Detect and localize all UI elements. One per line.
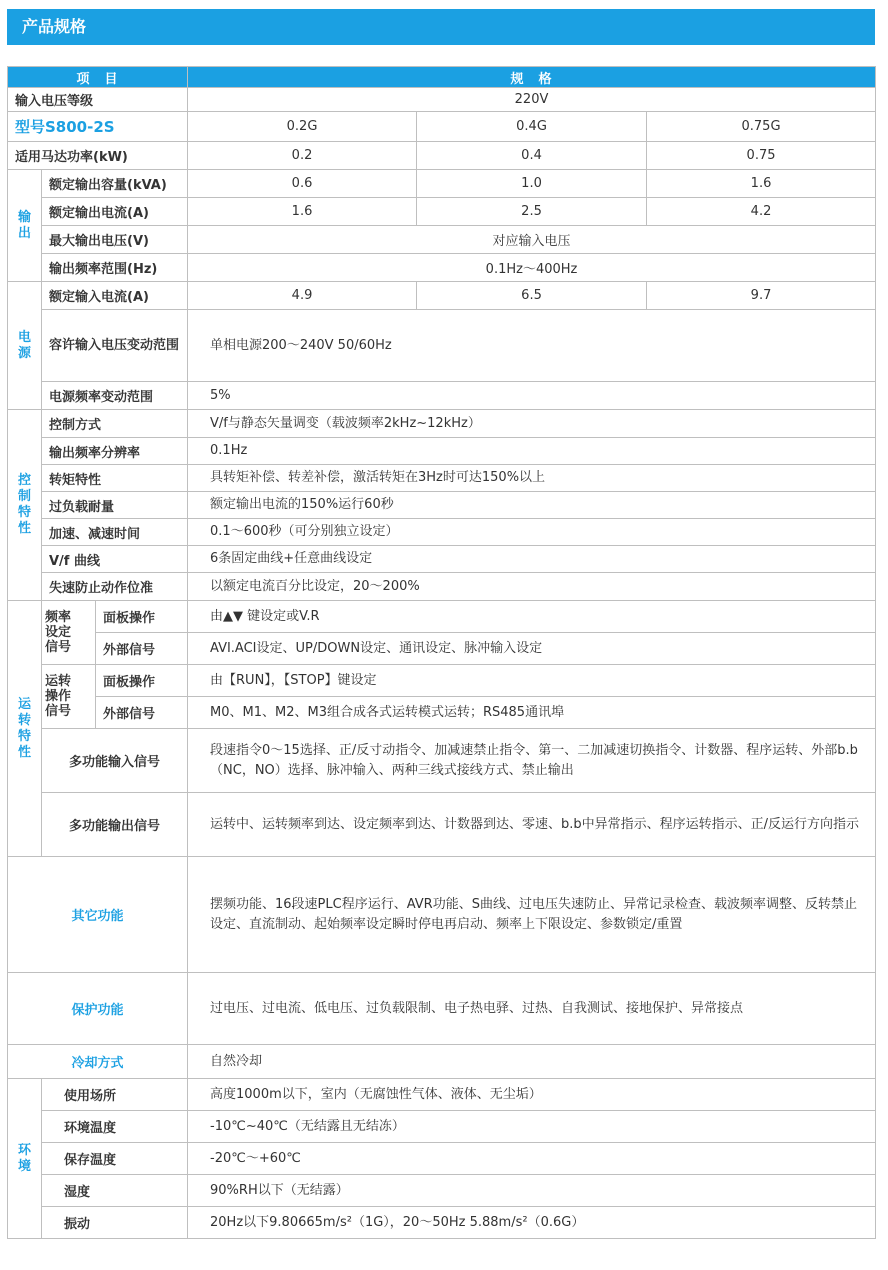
table-row	[8, 310, 876, 382]
row-label: 额定输出容量(kVA)	[42, 170, 188, 198]
row-value: 具转矩补偿、转差补偿，激活转矩在3Hz时可达150%以上	[188, 465, 876, 492]
row-value: 摆频功能、16段速PLC程序运行、AVR功能、S曲线、过电压失速防止、异常记录检查、载波频率调整、反转禁止设定、直流制动、起始频率设定瞬时停电再启动、频率上下限设定、参数锁定/重置	[188, 857, 876, 973]
row-label: 输出频率分辨率	[42, 438, 188, 465]
group-output: 输 出	[8, 170, 42, 282]
table-row	[8, 465, 876, 492]
table-row	[8, 282, 876, 310]
row-label: 保存温度	[42, 1143, 188, 1175]
row-value: 运转中、运转频率到达、设定频率到达、计数器到达、零速、b.b中异常指示、程序运转指示、正/反运行方向指示	[188, 793, 876, 857]
table-row	[8, 1045, 876, 1079]
row-label: 失速防止动作位准	[42, 573, 188, 601]
row-value: AVI.ACI设定、UP/DOWN设定、通讯设定、脉冲输入设定	[188, 633, 876, 665]
row-label: 外部信号	[96, 633, 188, 665]
table-row	[8, 633, 876, 665]
row-value: 0.75	[647, 142, 876, 170]
row-label: V/f 曲线	[42, 546, 188, 573]
row-label: 外部信号	[96, 697, 188, 729]
group-control: 控 制 特 性	[8, 410, 42, 601]
row-value: -20℃～+60℃	[188, 1143, 876, 1175]
row-value: 6条固定曲线+任意曲线设定	[188, 546, 876, 573]
table-row	[8, 410, 876, 438]
row-value: 0.2	[188, 142, 417, 170]
row-value: 0.1Hz～400Hz	[188, 254, 876, 282]
row-label: 额定输出电流(A)	[42, 198, 188, 226]
header-item: 项 目	[8, 67, 188, 88]
row-label: 控制方式	[42, 410, 188, 438]
row-value: 4.9	[188, 282, 417, 310]
group-environment: 环 境	[8, 1079, 42, 1239]
row-value: 由▲▼ 键设定或V.R	[188, 601, 876, 633]
table-row	[8, 1143, 876, 1175]
row-label: 输入电压等级	[8, 88, 188, 112]
row-value: -10℃~40℃（无结露且无结冻）	[188, 1111, 876, 1143]
row-value: 220V	[188, 88, 876, 112]
header-spec: 规 格	[188, 67, 876, 88]
row-value: 2.5	[417, 198, 647, 226]
row-label: 容许输入电压变动范围	[42, 310, 188, 382]
row-value: 0.1Hz	[188, 438, 876, 465]
run-signal-label: 运转 操作 信号	[42, 665, 96, 729]
row-value: 0.1～600秒（可分别独立设定）	[188, 519, 876, 546]
row-label: 多功能输出信号	[42, 793, 188, 857]
row-value: 1.6	[647, 170, 876, 198]
table-row	[8, 729, 876, 793]
freq-signal-label: 频率 设定 信号	[42, 601, 96, 665]
table-row	[8, 492, 876, 519]
table-header-row	[8, 67, 876, 88]
row-label: 面板操作	[96, 665, 188, 697]
row-value: 20Hz以下9.80665m/s²（1G），20～50Hz 5.88m/s²（0.6G）	[188, 1207, 876, 1239]
model-label: 型号S800-2S	[8, 112, 188, 142]
group-power: 电 源	[8, 282, 42, 410]
row-value: 高度1000m以下，室内（无腐蚀性气体、液体、无尘垢）	[188, 1079, 876, 1111]
row-label: 冷却方式	[8, 1045, 188, 1079]
table-row	[8, 665, 876, 697]
row-value: 90%RH以下（无结露）	[188, 1175, 876, 1207]
row-value: 5%	[188, 382, 876, 410]
row-value: 0.6	[188, 170, 417, 198]
row-label: 振动	[42, 1207, 188, 1239]
row-value: 以额定电流百分比设定，20～200%	[188, 573, 876, 601]
table-row	[8, 1175, 876, 1207]
row-label: 额定输入电流(A)	[42, 282, 188, 310]
row-value: 对应输入电压	[188, 226, 876, 254]
table-row	[8, 793, 876, 857]
row-value: 0.4	[417, 142, 647, 170]
row-value: 1.0	[417, 170, 647, 198]
table-row	[8, 170, 876, 198]
model-value: 0.4G	[417, 112, 647, 142]
row-label: 其它功能	[8, 857, 188, 973]
row-value: 9.7	[647, 282, 876, 310]
table-row	[8, 112, 876, 142]
table-row	[8, 697, 876, 729]
row-label: 转矩特性	[42, 465, 188, 492]
row-value: M0、M1、M2、M3组合成各式运转模式运转；RS485通讯埠	[188, 697, 876, 729]
row-value: 1.6	[188, 198, 417, 226]
table-row	[8, 1079, 876, 1111]
row-label: 使用场所	[42, 1079, 188, 1111]
table-row	[8, 857, 876, 973]
table-row	[8, 88, 876, 112]
row-label: 多功能输入信号	[42, 729, 188, 793]
spec-table	[7, 66, 876, 1239]
row-value: 6.5	[417, 282, 647, 310]
table-row	[8, 198, 876, 226]
row-value: 单相电源200～240V 50/60Hz	[188, 310, 876, 382]
row-value: 自然冷却	[188, 1045, 876, 1079]
table-row	[8, 142, 876, 170]
table-row	[8, 973, 876, 1045]
table-row	[8, 382, 876, 410]
row-label: 输出频率范围(Hz)	[42, 254, 188, 282]
group-operation: 运 转 特 性	[8, 601, 42, 857]
row-label: 保护功能	[8, 973, 188, 1045]
row-label: 加速、减速时间	[42, 519, 188, 546]
table-row	[8, 226, 876, 254]
row-value: 4.2	[647, 198, 876, 226]
row-label: 电源频率变动范围	[42, 382, 188, 410]
table-row	[8, 438, 876, 465]
table-row	[8, 254, 876, 282]
row-label: 环境温度	[42, 1111, 188, 1143]
model-value: 0.2G	[188, 112, 417, 142]
row-label: 过负载耐量	[42, 492, 188, 519]
table-row	[8, 1207, 876, 1239]
row-value: 额定输出电流的150%运行60秒	[188, 492, 876, 519]
table-row	[8, 546, 876, 573]
table-row	[8, 573, 876, 601]
row-label: 面板操作	[96, 601, 188, 633]
row-value: 过电压、过电流、低电压、过负载限制、电子热电驿、过热、自我测试、接地保护、异常接点	[188, 973, 876, 1045]
row-label: 最大输出电压(V)	[42, 226, 188, 254]
row-label: 湿度	[42, 1175, 188, 1207]
row-value: V/f与静态矢量调变（载波频率2kHz~12kHz）	[188, 410, 876, 438]
row-label: 适用马达功率(kW)	[8, 142, 188, 170]
page-title: 产品规格	[7, 9, 875, 45]
model-value: 0.75G	[647, 112, 876, 142]
row-value: 段速指令0～15选择、正/反寸动指令、加减速禁止指令、第一、二加减速切换指令、计数器、程序运转、外部b.b（NC，NO）选择、脉冲输入、两种三线式接线方式、禁止输出	[188, 729, 876, 793]
table-row	[8, 519, 876, 546]
table-row	[8, 1111, 876, 1143]
row-value: 由【RUN】，【STOP】键设定	[188, 665, 876, 697]
table-row	[8, 601, 876, 633]
